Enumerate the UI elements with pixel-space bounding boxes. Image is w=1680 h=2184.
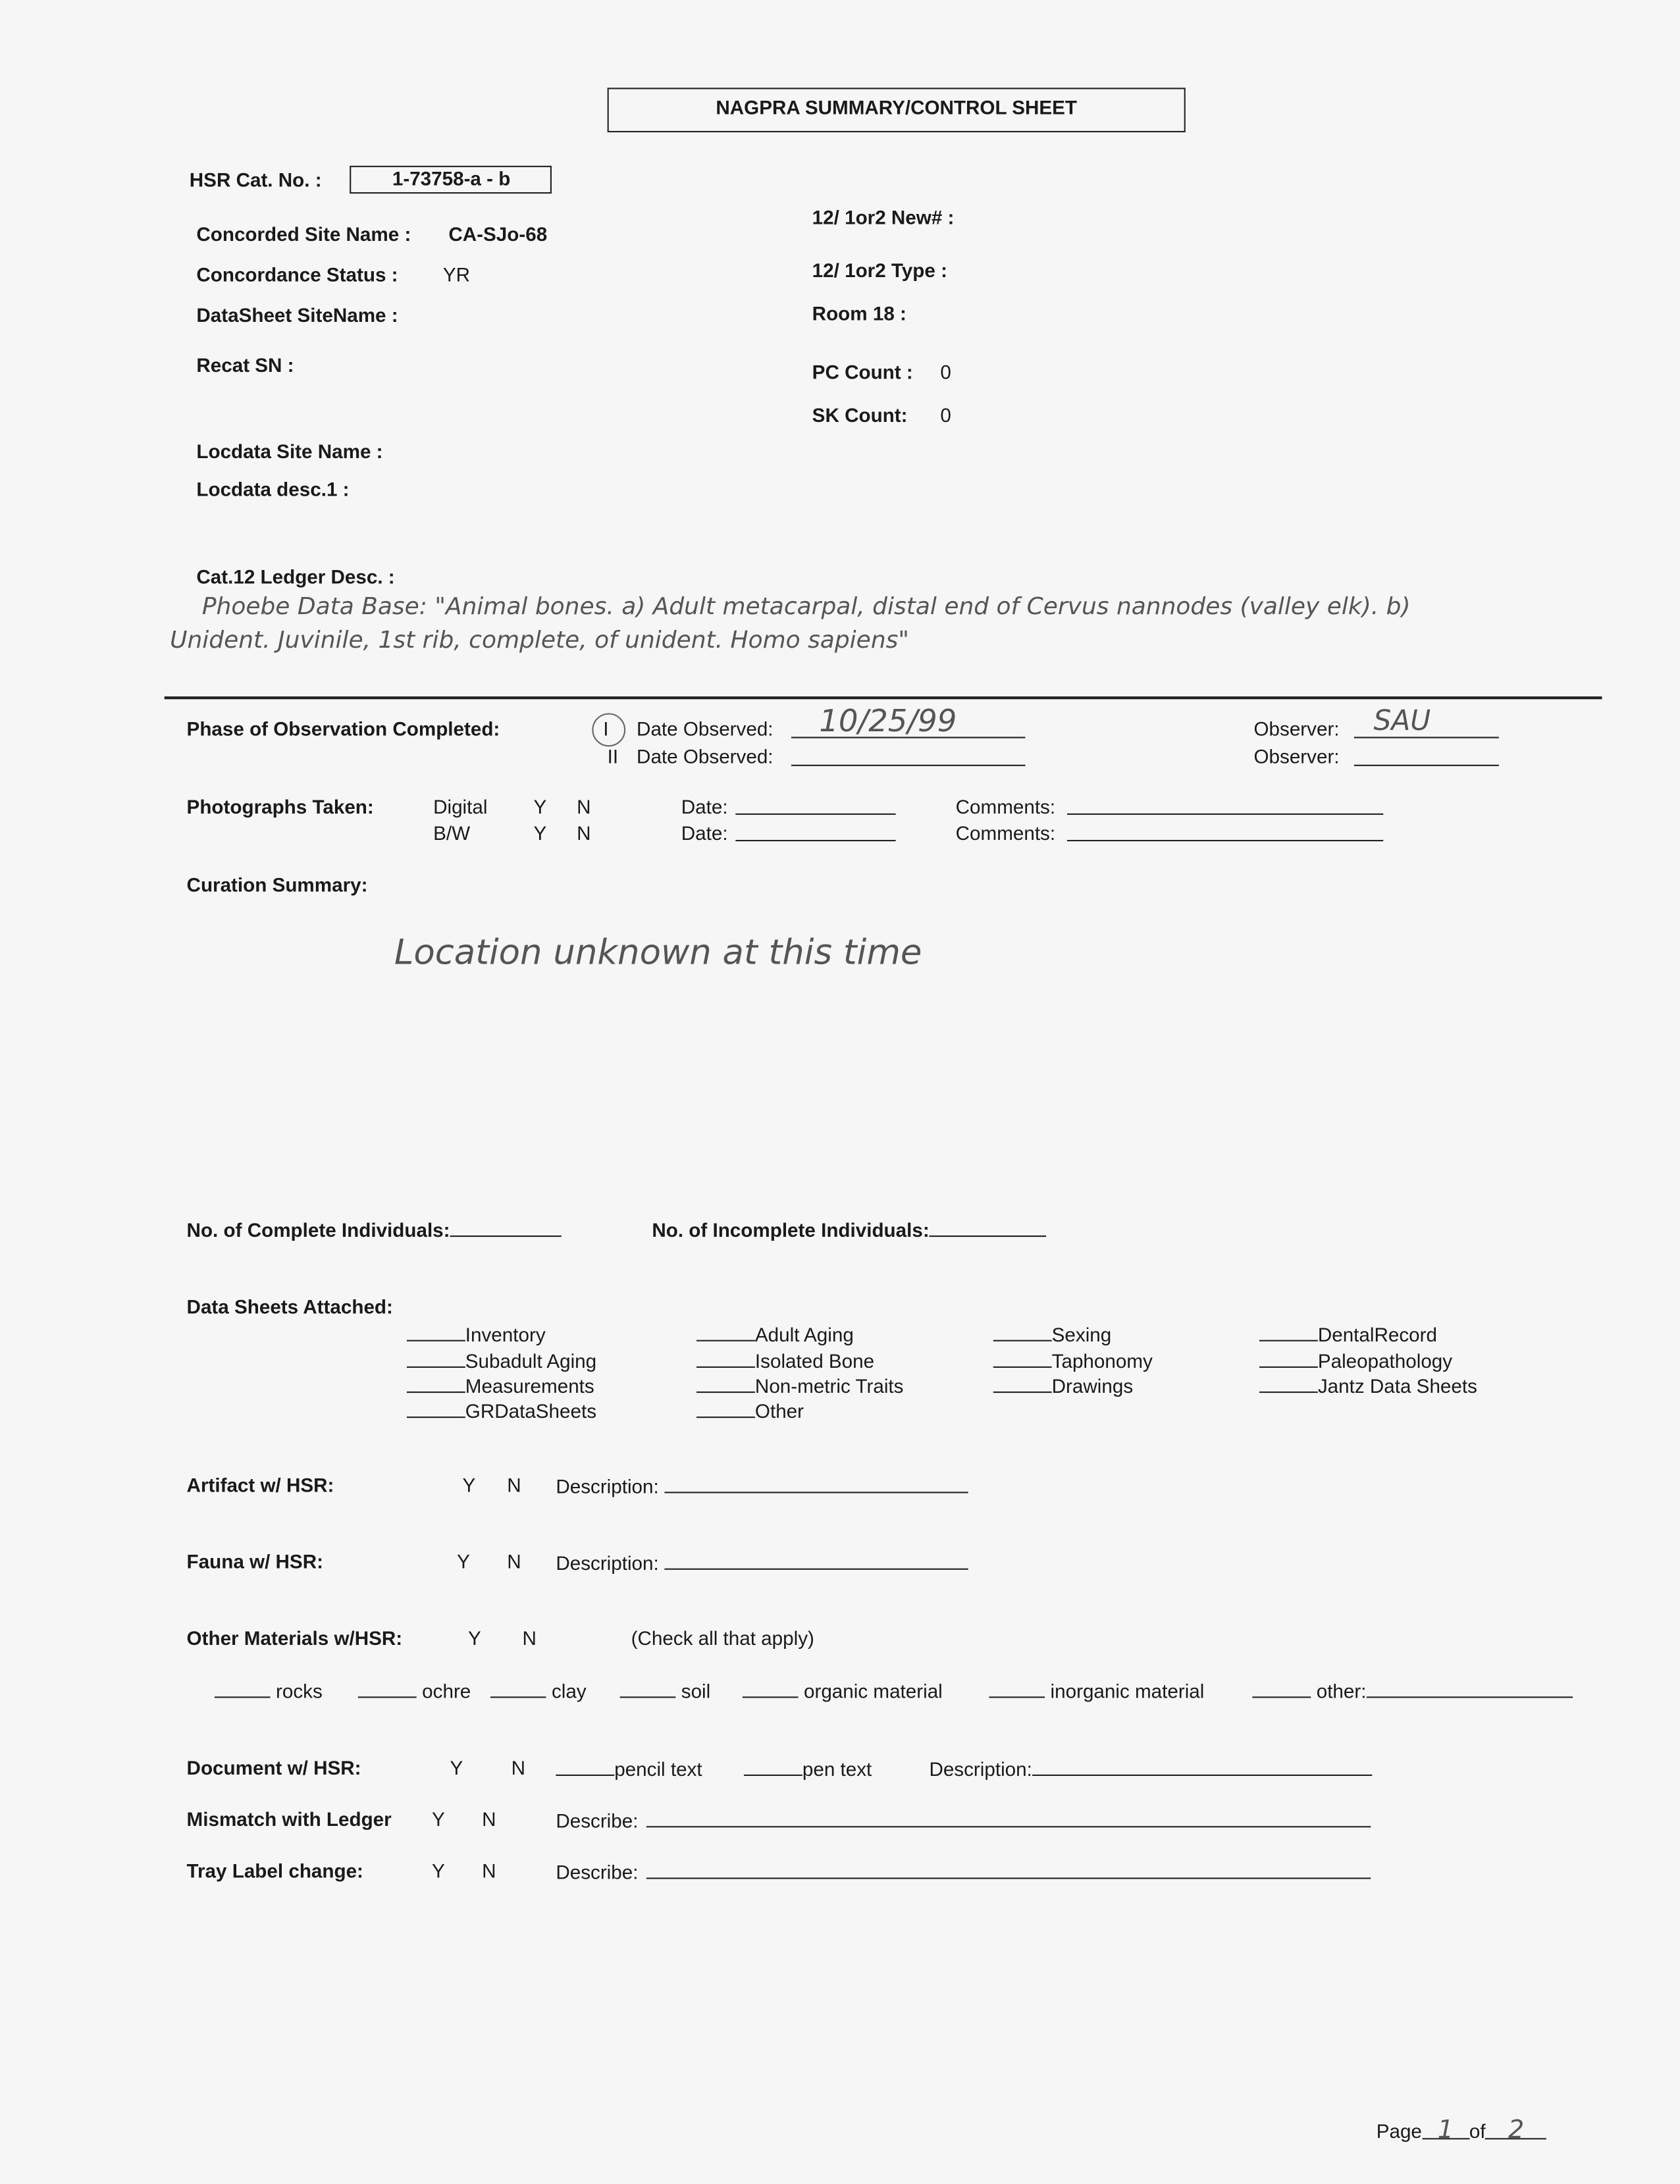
datasheet-label: DataSheet SiteName : (196, 303, 398, 326)
incomplete-individuals-label (652, 1217, 1046, 1241)
datasheet-blank[interactable] (1259, 1373, 1318, 1393)
datasheet-option (993, 1373, 1133, 1397)
photos-label: Photographs Taken: (186, 795, 374, 818)
mismatch-label: Mismatch with Ledger (186, 1807, 392, 1831)
phase-circle-mark (592, 713, 625, 746)
datasheet-blank[interactable] (696, 1322, 755, 1341)
artifact-label: Artifact w/ HSR: (186, 1473, 334, 1496)
pencil-text-option (556, 1756, 702, 1780)
fauna-desc-label: Description: (556, 1551, 659, 1574)
material-label: organic material (803, 1680, 943, 1702)
material-blank[interactable] (620, 1678, 676, 1698)
datasheet-label: Inventory (465, 1323, 546, 1346)
document-n[interactable]: N (511, 1756, 526, 1779)
page-label: Page (1376, 2119, 1422, 2143)
datasheet-option (696, 1373, 903, 1397)
datasheet-option (407, 1399, 596, 1422)
date-observed-2-line[interactable] (791, 765, 1026, 766)
date-observed-2-label: Date Observed: (637, 745, 774, 767)
room-label: Room 18 : (812, 302, 906, 325)
material-blank[interactable] (743, 1678, 799, 1698)
datasheet-blank[interactable] (993, 1348, 1052, 1368)
sk-label: SK Count: (812, 403, 908, 427)
tray-y[interactable]: Y (431, 1859, 445, 1882)
other-y[interactable]: Y (468, 1626, 481, 1650)
complete-individuals-line[interactable] (450, 1217, 562, 1237)
material-blank[interactable] (989, 1678, 1045, 1698)
tray-label: Tray Label change: (186, 1859, 363, 1882)
bw-comments-line[interactable] (1067, 840, 1383, 841)
material-blank[interactable] (490, 1678, 546, 1698)
concorded-label: Concorded Site Name : (196, 222, 411, 246)
other-n[interactable]: N (522, 1626, 537, 1650)
tray-n[interactable]: N (482, 1859, 496, 1882)
phase-label: Phase of Observation Completed: (186, 717, 500, 740)
datasheet-option (696, 1322, 854, 1345)
datasheet-option (1259, 1348, 1452, 1372)
material-option (358, 1678, 471, 1702)
datasheet-label: Measurements (465, 1374, 594, 1397)
locdata-site-label: Locdata Site Name : (196, 440, 383, 463)
curation-note: Location unknown at this time (394, 931, 922, 973)
digital-date-label: Date: (681, 795, 728, 818)
artifact-desc-label: Description: (556, 1474, 659, 1497)
artifact-desc (556, 1474, 968, 1497)
observer-1-label: Observer: (1253, 717, 1340, 740)
ledger-line-1: Phoebe Data Base: "Animal bones. a) Adult metacarpal, distal end of Cervus nannodes (valley elk). b) (201, 593, 1411, 621)
page-total-line (1486, 2116, 1547, 2145)
mismatch-n[interactable]: N (482, 1807, 496, 1831)
type-label: 12/ 1or2 Type : (812, 259, 947, 282)
artifact-n[interactable]: N (507, 1473, 521, 1496)
observer-1-line[interactable] (1354, 737, 1499, 738)
datasheet-label: Taphonomy (1051, 1349, 1153, 1372)
material-label: rocks (275, 1680, 323, 1702)
digital-comments-line[interactable] (1067, 814, 1383, 815)
datasheet-blank[interactable] (993, 1322, 1052, 1341)
ledger-line-2: Unident. Juvinile, 1st rib, complete, of unident. Homo sapiens" (170, 627, 909, 655)
material-blank[interactable] (1252, 1678, 1311, 1698)
datasheet-option (407, 1322, 546, 1345)
digital-y[interactable]: Y (533, 795, 547, 818)
datasheet-blank[interactable] (407, 1322, 465, 1341)
concordance-value: YR (442, 263, 471, 286)
observer-2-line[interactable] (1354, 765, 1499, 766)
pen-text-option (744, 1756, 872, 1780)
curation-label: Curation Summary: (186, 873, 368, 896)
pc-label: PC Count : (812, 361, 913, 383)
datasheet-blank[interactable] (1259, 1348, 1318, 1368)
digital-date-line[interactable] (735, 814, 895, 815)
datasheet-option (696, 1348, 874, 1372)
new-label: 12/ 1or2 New# : (812, 206, 955, 229)
page-current: 1 (1437, 2116, 1454, 2145)
other-material-line[interactable] (1366, 1678, 1572, 1698)
datasheet-label: DentalRecord (1317, 1323, 1437, 1346)
datasheet-option (993, 1322, 1111, 1345)
concordance-label: Concordance Status : (196, 263, 398, 286)
datasheet-option (1259, 1373, 1477, 1397)
material-label: inorganic material (1050, 1680, 1205, 1702)
photos-digital: Digital (433, 795, 488, 818)
bw-date-label: Date: (681, 821, 728, 845)
mismatch-desc (556, 1808, 1371, 1832)
fauna-n[interactable]: N (507, 1550, 521, 1573)
incomplete-individuals-line[interactable] (930, 1217, 1047, 1237)
hsr-value: 1-73758-a - b (392, 167, 511, 190)
other-materials-label: Other Materials w/HSR: (186, 1626, 403, 1650)
pc-value: 0 (940, 361, 951, 383)
concorded-value: CA-SJo-68 (448, 222, 548, 246)
observer-2-label: Observer: (1253, 745, 1340, 767)
datasheet-label: Jantz Data Sheets (1317, 1374, 1477, 1397)
material-option (743, 1678, 943, 1702)
bw-comments-label: Comments: (955, 821, 1056, 845)
material-option (989, 1678, 1204, 1702)
material-option (1252, 1678, 1572, 1702)
bw-n[interactable]: N (577, 821, 591, 845)
other-note: (Check all that apply) (631, 1626, 814, 1650)
phase-2: II (607, 745, 619, 767)
material-label: soil (681, 1680, 711, 1702)
tray-desc-label: Describe: (556, 1861, 639, 1883)
datasheet-label: Sexing (1051, 1323, 1112, 1346)
phase-1: I (603, 717, 609, 740)
material-option (620, 1678, 711, 1702)
datasheet-option (696, 1399, 804, 1422)
mismatch-y[interactable]: Y (431, 1807, 445, 1831)
bw-y[interactable]: Y (533, 821, 547, 845)
datasheet-label: Isolated Bone (754, 1349, 875, 1372)
datasheets-label: Data Sheets Attached: (186, 1295, 393, 1318)
incomplete-individuals-text: No. of Incomplete Individuals: (652, 1218, 930, 1241)
datasheet-label: GRDataSheets (465, 1399, 597, 1422)
page-indicator (1376, 2116, 1547, 2145)
material-label: ochre (422, 1680, 471, 1702)
datasheet-label: Drawings (1051, 1374, 1134, 1397)
pencil-text-label: pencil text (614, 1757, 702, 1781)
material-label: other: (1316, 1680, 1367, 1702)
material-label: clay (551, 1680, 587, 1702)
bw-date-line[interactable] (735, 840, 895, 841)
tray-desc-line[interactable] (646, 1859, 1371, 1879)
date-observed-1-value: 10/25/99 (819, 704, 957, 740)
photos-bw: B/W (433, 821, 471, 845)
pencil-text-blank[interactable] (556, 1756, 614, 1776)
page-total: 2 (1508, 2116, 1525, 2145)
artifact-desc-line[interactable] (664, 1474, 968, 1494)
document-desc-line[interactable] (1032, 1756, 1372, 1776)
datasheet-label: Subadult Aging (465, 1349, 597, 1372)
datasheet-option (993, 1348, 1153, 1372)
pen-text-label: pen text (802, 1757, 872, 1781)
material-option (490, 1678, 587, 1702)
form-title: NAGPRA SUMMARY/CONTROL SHEET (716, 96, 1078, 118)
datasheet-label: Other (754, 1399, 804, 1422)
digital-comments-label: Comments: (955, 795, 1056, 818)
datasheet-label: Adult Aging (754, 1323, 854, 1346)
fauna-desc (556, 1550, 968, 1574)
fauna-y[interactable]: Y (457, 1550, 470, 1573)
datasheet-option (1259, 1322, 1437, 1345)
datasheet-blank[interactable] (696, 1399, 755, 1418)
sk-value: 0 (940, 403, 951, 427)
date-observed-1-label: Date Observed: (637, 717, 774, 740)
datasheet-blank[interactable] (407, 1373, 465, 1393)
document-y[interactable]: Y (450, 1756, 463, 1779)
datasheet-option (407, 1373, 594, 1397)
datasheet-blank[interactable] (407, 1348, 465, 1368)
fauna-label: Fauna w/ HSR: (186, 1550, 323, 1573)
mismatch-desc-label: Describe: (556, 1809, 639, 1832)
datasheet-blank[interactable] (407, 1399, 465, 1418)
datasheet-blank[interactable] (696, 1348, 755, 1368)
document-desc-label: Description: (929, 1757, 1032, 1781)
document-label: Document w/ HSR: (186, 1756, 361, 1779)
datasheet-blank[interactable] (696, 1373, 755, 1393)
observer-1-value: SAU (1373, 703, 1431, 737)
mismatch-desc-line[interactable] (646, 1808, 1371, 1828)
material-blank[interactable] (215, 1678, 271, 1698)
hsr-label: HSR Cat. No. : (189, 169, 322, 191)
datasheet-label: Non-metric Traits (754, 1374, 904, 1397)
page-of: of (1469, 2119, 1486, 2143)
recat-label: Recat SN : (196, 353, 294, 377)
datasheet-blank[interactable] (1259, 1322, 1318, 1341)
complete-individuals-text: No. of Complete Individuals: (186, 1218, 450, 1241)
digital-n[interactable]: N (577, 795, 591, 818)
fauna-desc-line[interactable] (664, 1550, 968, 1570)
document-desc (929, 1756, 1372, 1780)
complete-individuals-label (187, 1217, 562, 1241)
datasheet-option (407, 1348, 596, 1372)
datasheet-label: Paleopathology (1317, 1349, 1453, 1372)
material-option (215, 1678, 323, 1702)
section-divider (165, 696, 1602, 699)
artifact-y[interactable]: Y (462, 1473, 476, 1496)
datasheet-blank[interactable] (993, 1373, 1052, 1393)
material-blank[interactable] (358, 1678, 417, 1698)
locdata-desc-label: Locdata desc.1 : (196, 477, 350, 500)
page-current-line (1422, 2116, 1469, 2145)
tray-desc (556, 1859, 1371, 1883)
pen-text-blank[interactable] (744, 1756, 802, 1776)
ledger-label: Cat.12 Ledger Desc. : (196, 565, 395, 588)
